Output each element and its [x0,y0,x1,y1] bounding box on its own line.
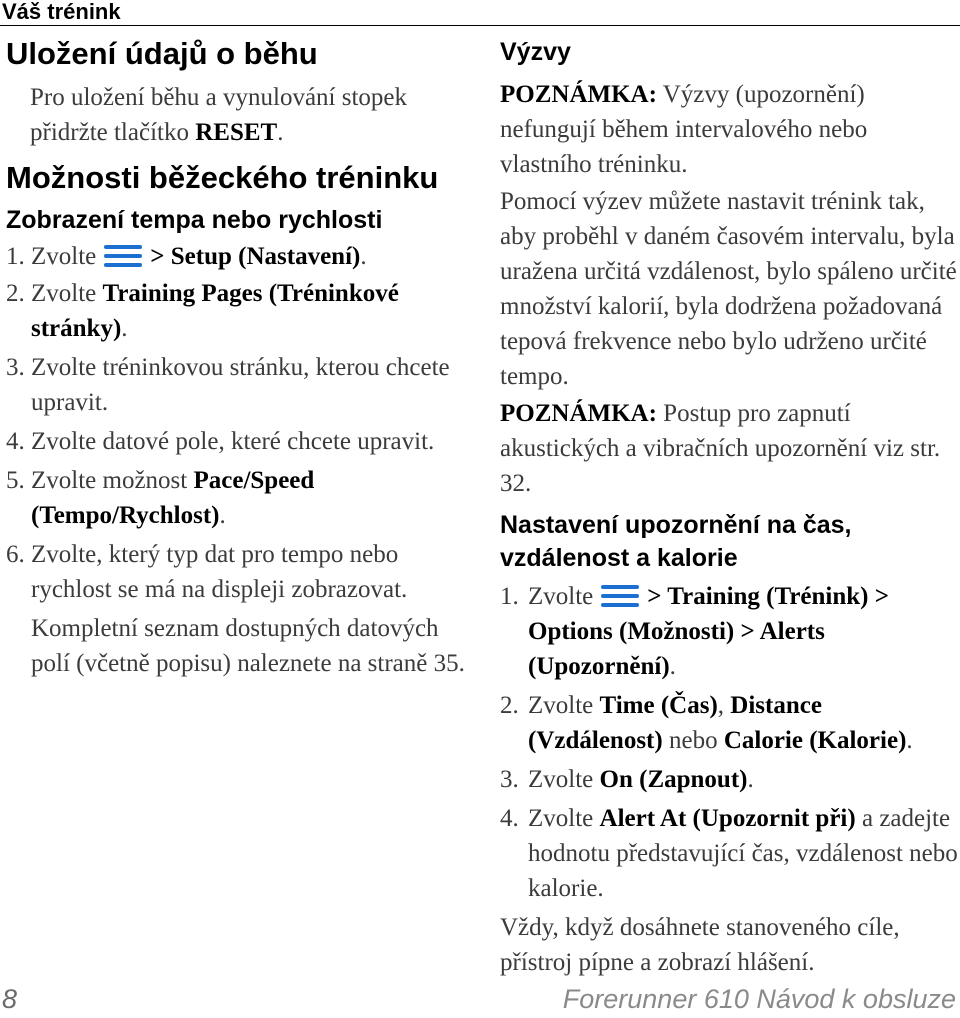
pace-step-5 [6,463,476,533]
heading-pace-display: Zobrazení tempa nebo rychlosti [6,206,383,234]
step-number: 3. [6,354,25,381]
step-number: 4. [6,428,25,455]
step-number: 4. [500,805,519,832]
step-end: . [747,766,754,793]
step-text: Zvolte tréninkovou stránku, kterou chcete upravit. [31,354,450,416]
step-end: . [360,243,367,270]
page-number: 8 [2,984,18,1014]
step-text: Zvolte [528,766,600,793]
challenges-note-1 [500,77,960,182]
step-text: Zvolte [31,243,97,270]
save-text: Pro uložení běhu a vynulování stopek přidržte tlačítko [30,84,408,146]
step-bold: > Training (Trénink) > Options (Možnosti) > Alerts (Upozornění) [528,583,889,680]
alert-step-3 [500,762,960,797]
step-bold: Pace/Speed (Tempo/Rychlost) [31,467,315,529]
step-number: 2. [500,692,519,719]
save-text-end: . [277,119,284,146]
step-number: 1. [500,583,519,610]
product-footer: Forerunner 610 Návod k obsluze [562,984,956,1014]
menu-icon [102,242,144,270]
reset-key-label: RESET [195,119,278,146]
pace-step-1 [6,239,476,274]
step-bold: Distance (Vzdálenost) [528,692,822,754]
heading-save-run: Uložení údajů o běhu [6,36,318,71]
alert-step-4 [500,801,960,906]
step-number: 6. [6,541,25,568]
heading-alerts-setup: Nastavení upozornění na čas, vzdálenost a kalorie [500,511,852,572]
step-number: 1. [6,243,25,270]
step-text: Zvolte [528,583,594,610]
section-header: Váš trénink [2,0,121,24]
challenges-note-2 [500,396,960,501]
save-instructions [6,80,476,150]
menu-icon [599,582,641,610]
step-bold: On (Zapnout) [599,766,748,793]
step-number: 3. [500,766,519,793]
step-end: . [906,727,913,754]
step-bold: Training Pages (Tréninkové stránky) [31,280,399,342]
step-bold: Time (Čas) [599,692,718,719]
step-text: a zadejte hodnotu představující čas, vzdálenost nebo kalorie. [528,805,958,902]
step-text: nebo [662,727,724,754]
pace-step-4 [6,424,476,459]
alert-step-1 [500,579,960,684]
step-end: . [121,315,128,342]
challenges-description: Pomocí výzev můžete nastavit trénink tak, aby proběhl v daném časovém intervalu, byla uražena určitá vzdálenost, bylo spáleno určité množství kalorií, byla dodržena požadovaná tepová frekvence nebo bylo udrženo určité tempo. [500,188,957,390]
pace-step-3 [6,350,476,420]
step-text: , [717,692,731,719]
step-bold: > Setup (Nastavení) [150,243,361,270]
step-number: 2. [6,280,25,307]
note-label: POZNÁMKA: [500,81,657,108]
step-text: Zvolte, který typ dat pro tempo nebo rychlost se má na displeji zobrazovat. [31,541,408,603]
heading-running-options: Možnosti běžeckého tréninku [6,160,439,195]
left-column [6,36,476,681]
note-label: POZNÁMKA: [500,400,657,427]
step-text: Zvolte [528,692,600,719]
step-text: Zvolte [528,805,600,832]
step-bold: Calorie (Kalorie) [723,727,907,754]
pace-step-2 [6,276,476,346]
note-text: Výzvy (upozornění) nefungují během intervalového nebo vlastního tréninku. [500,81,868,178]
pace-step-6 [6,537,476,607]
header-rule [0,25,960,26]
step-end: . [219,502,226,529]
alert-step-2 [500,688,960,758]
data-fields-note: Kompletní seznam dostupných datových polí (včetně popisu) naleznete na straně 35. [31,615,465,677]
note-text: Postup pro zapnutí akustických a vibračních upozornění viz str. 32. [500,400,941,497]
step-bold: Alert At (Upozornit při) [599,805,856,832]
step-end: . [669,653,676,680]
alert-result-text: Vždy, když dosáhnete stanoveného cíle, přístroj pípne a zobrazí hlášení. [500,914,900,976]
step-text: Zvolte možnost [31,467,194,494]
step-text: Zvolte [31,280,103,307]
right-column [500,36,960,980]
step-number: 5. [6,467,25,494]
step-text: Zvolte datové pole, které chcete upravit. [31,428,435,455]
heading-challenges: Výzvy [500,38,571,66]
